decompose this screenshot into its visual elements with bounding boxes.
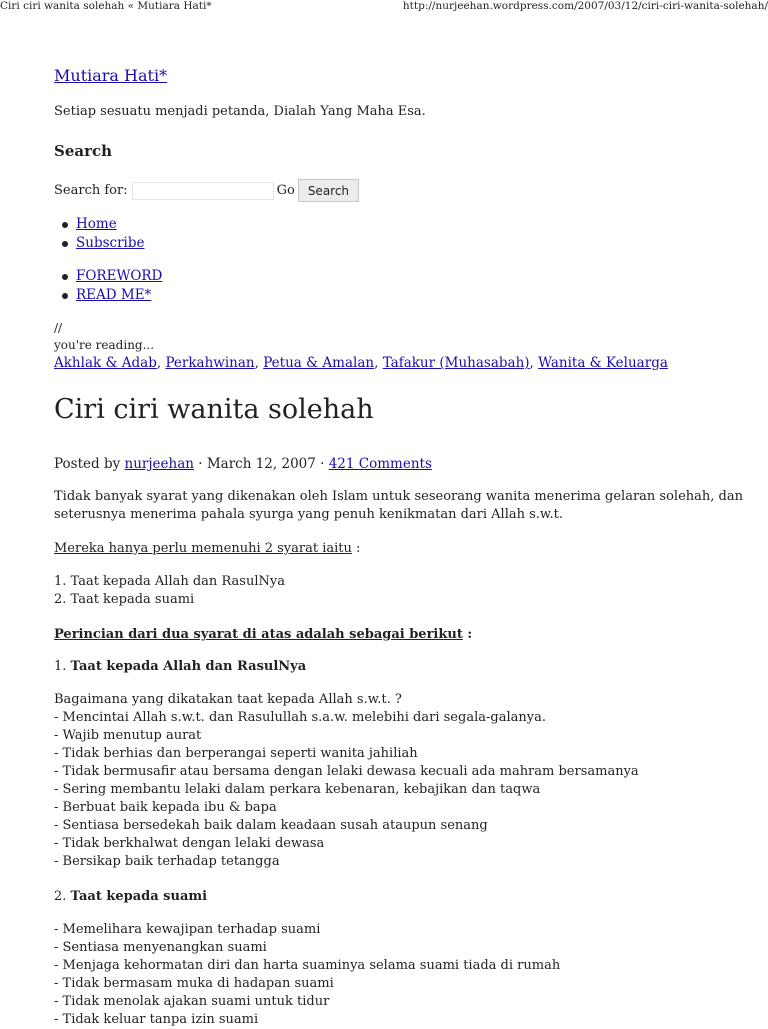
section2-body	[54, 921, 744, 1029]
list-item: - Tidak bermasam muka di hadapan suami	[54, 976, 334, 991]
list-item: - Wajib menutup aurat	[54, 728, 202, 743]
nav-item-readme	[76, 286, 162, 305]
browser-url: http://nurjeehan.wordpress.com/2007/03/12/ciri-ciri-wanita-solehah/	[402, 0, 768, 12]
search-label: Search for:	[54, 183, 128, 198]
condition-item: 2. Taat kepada suami	[54, 592, 195, 607]
conditions-intro-colon: :	[351, 541, 361, 556]
list-item: - Berbuat baik kepada ibu & bapa	[54, 800, 277, 815]
section2-title: Taat kepada suami	[70, 889, 208, 904]
section1-title: Taat kepada Allah dan RasulNya	[70, 659, 307, 674]
nav-item-subscribe	[76, 234, 144, 253]
category-links: Akhlak & Adab, Perkahwinan, Petua & Amalan, Tafakur (Muhasabah), Wanita & Keluarga	[54, 355, 668, 371]
nav-item-home	[76, 215, 144, 234]
list-item: - Tidak bermusafir atau bersama dengan lelaki dewasa kecuali ada mahram bersamanya	[54, 764, 639, 779]
nav-link-readme[interactable]: READ ME*	[76, 287, 152, 303]
conditions-list	[54, 573, 744, 609]
reading-label: you're reading...	[54, 338, 155, 352]
slashes-text: //	[54, 321, 63, 335]
nav-link-home[interactable]: Home	[76, 216, 117, 232]
list-item: - Mencintai Allah s.w.t. dan Rasulullah s.a.w. melebihi dari segala-galanya.	[54, 710, 546, 725]
author-link[interactable]: nurjeehan	[124, 456, 194, 472]
go-label: Go	[276, 183, 295, 198]
category-link[interactable]: Wanita & Keluarga	[538, 355, 668, 371]
list-item: - Memelihara kewajipan terhadap suami	[54, 922, 321, 937]
section2-number: 2.	[54, 889, 71, 904]
section1-number: 1.	[54, 659, 71, 674]
list-item: - Tidak keluar tanpa izin suami	[54, 1012, 259, 1027]
search-button[interactable]: Search	[298, 179, 359, 202]
section2-heading	[54, 888, 744, 906]
primary-nav	[54, 215, 144, 253]
list-item: - Sentiasa menyenangkan suami	[54, 940, 267, 955]
comments-link[interactable]: 421 Comments	[328, 456, 432, 472]
details-heading	[54, 626, 744, 644]
site-description: Setiap sesuatu menjadi petanda, Dialah Yang Maha Esa.	[54, 104, 426, 119]
category-link[interactable]: Petua & Amalan	[263, 355, 375, 371]
conditions-intro-text: Mereka hanya perlu memenuhi 2 syarat iaitu	[54, 541, 352, 556]
search-input[interactable]	[132, 182, 274, 200]
search-heading: Search	[54, 142, 113, 160]
search-form	[54, 180, 359, 201]
list-item: - Tidak menolak ajakan suami untuk tidur	[54, 994, 330, 1009]
print-header	[0, 0, 768, 14]
list-item: - Menjaga kehormatan diri dan harta suaminya selama suami tiada di rumah	[54, 958, 561, 973]
pages-nav	[54, 267, 162, 305]
section1-body	[54, 691, 744, 871]
list-item: - Sering membantu lelaki dalam perkara kebenaran, kebajikan dan taqwa	[54, 782, 541, 797]
intro-line: seterusnya menerima pahala syurga yang penuh kenikmatan dari Allah s.w.t.	[54, 507, 563, 522]
category-link[interactable]: Akhlak & Adab	[54, 355, 157, 371]
section1-heading	[54, 658, 744, 676]
intro-line: Tidak banyak syarat yang dikenakan oleh Islam untuk seseorang wanita menerima gelaran solehah, dan	[54, 489, 743, 504]
nav-item-foreword	[76, 267, 162, 286]
posted-by-label: Posted by	[54, 456, 121, 472]
post-meta: Posted by nurjeehan · March 12, 2007 · 421 Comments	[54, 456, 432, 472]
site-title-link[interactable]: Mutiara Hati*	[54, 66, 168, 85]
nav-link-foreword[interactable]: FOREWORD	[76, 268, 163, 284]
post-title: Ciri ciri wanita solehah	[54, 394, 374, 425]
list-item: - Sentiasa bersedekah baik dalam keadaan susah ataupun senang	[54, 818, 488, 833]
conditions-intro	[54, 540, 744, 558]
details-heading-text: Perincian dari dua syarat di atas adalah sebagai berikut	[54, 627, 463, 642]
list-item: - Bersikap baik terhadap tetangga	[54, 854, 280, 869]
nav-link-subscribe[interactable]: Subscribe	[76, 235, 145, 251]
list-item: - Tidak berhias dan berperangai seperti wanita jahiliah	[54, 746, 418, 761]
details-heading-colon: :	[462, 627, 473, 642]
category-link[interactable]: Tafakur (Muhasabah)	[382, 355, 530, 371]
browser-page-title: Ciri ciri wanita solehah « Mutiara Hati*	[0, 0, 212, 12]
post-date: March 12, 2007	[206, 456, 316, 472]
category-link[interactable]: Perkahwinan	[165, 355, 255, 371]
list-item: - Tidak berkhalwat dengan lelaki dewasa	[54, 836, 325, 851]
section1-question: Bagaimana yang dikatakan taat kepada Allah s.w.t. ?	[54, 692, 402, 707]
condition-item: 1. Taat kepada Allah dan RasulNya	[54, 574, 285, 589]
post-intro	[54, 488, 744, 524]
